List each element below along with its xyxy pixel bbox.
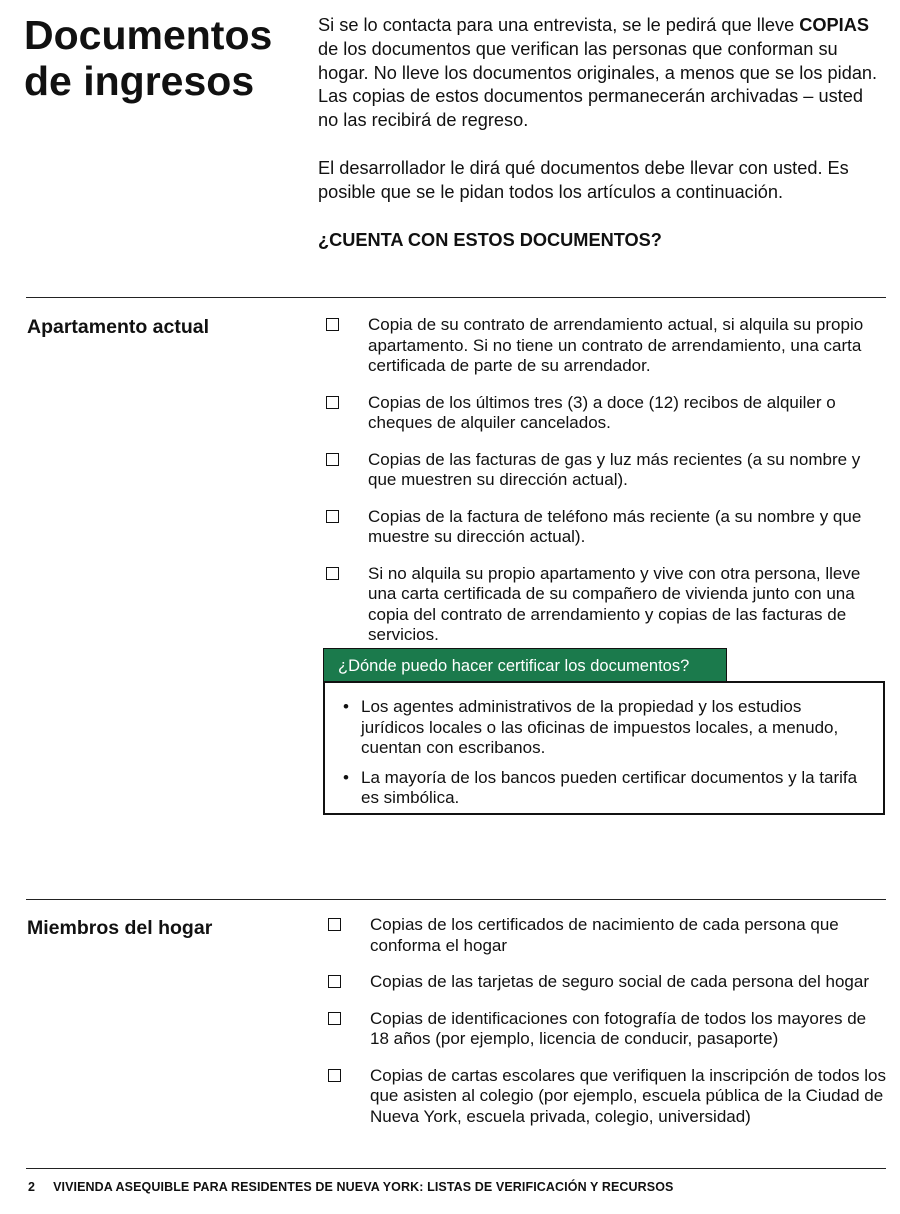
callout-item-text: La mayoría de los bancos pueden certificar documentos y la tarifa es simbólica. <box>361 767 858 807</box>
checklist-miembros <box>328 915 888 1143</box>
checklist-item <box>326 315 886 377</box>
checklist-item <box>328 1066 888 1128</box>
footer-text: VIVIENDA ASEQUIBLE PARA RESIDENTES DE NUEVA YORK: LISTAS DE VERIFICACIÓN Y RECURSOS <box>53 1180 674 1194</box>
checklist-item-text: Copias de las tarjetas de seguro social de cada persona del hogar <box>370 972 869 991</box>
intro-paragraph-1 <box>318 14 878 133</box>
section-divider <box>26 297 886 298</box>
section-title-apartamento: Apartamento actual <box>27 316 210 338</box>
intro-text <box>318 14 878 229</box>
checklist-item-text: Si no alquila su propio apartamento y vive con otra persona, lleve una carta certificada de su compañero de vivienda junto con una copia del contrato de arrendamiento y copias de las facturas de servicios. <box>368 563 861 644</box>
checklist-item <box>328 1009 888 1050</box>
checkbox[interactable] <box>328 1069 341 1082</box>
checklist-item-text: Copias de cartas escolares que verifiquen la inscripción de todos los que asisten al colegio (por ejemplo, escuela pública de la Ciudad de Nueva York, escuela privada, colegio, universidad) <box>370 1065 886 1126</box>
page-title: Documentos de ingresos <box>24 12 273 104</box>
callout-item-text: Los agentes administrativos de la propiedad y los estudios jurídicos locales o las oficinas de impuestos locales, a menudo, cuentan con escribanos. <box>361 697 839 757</box>
bullet-icon: • <box>343 697 349 716</box>
callout-item <box>339 697 863 759</box>
intro-p1-before: Si se lo contacta para una entrevista, se le pedirá que lleve <box>318 15 800 35</box>
page-number: 2 <box>28 1180 36 1194</box>
bullet-icon: • <box>343 767 349 787</box>
callout-title: ¿Dónde puedo hacer certificar los documentos? <box>323 648 727 682</box>
callout-list <box>339 697 863 809</box>
intro-p1-after: de los documentos que verifican las personas que conforman su hogar. No lleve los documentos originales, a menos que se los pidan. Las copias de estos documentos permanecerán archivadas – usted no las recibirá de regreso. <box>318 38 878 131</box>
checklist-item <box>326 393 886 434</box>
checkbox[interactable] <box>326 510 339 523</box>
checkbox[interactable] <box>326 453 339 466</box>
checkbox[interactable] <box>328 1012 341 1025</box>
checklist-item-text: Copias de la factura de teléfono más reciente (a su nombre y que muestre su dirección actual). <box>368 506 862 546</box>
checkbox[interactable] <box>326 396 339 409</box>
checklist-question: ¿CUENTA CON ESTOS DOCUMENTOS? <box>318 230 662 250</box>
checklist-item-text: Copia de su contrato de arrendamiento actual, si alquila su propio apartamento. Si no tiene un contrato de arrendamiento, una carta certificada de parte de su arrendador. <box>368 315 864 375</box>
checklist-apartamento <box>326 315 886 662</box>
checkbox[interactable] <box>328 975 341 988</box>
page-footer <box>28 1180 888 1194</box>
checklist-item-text: Copias de identificaciones con fotografía de todos los mayores de 18 años (por ejemplo, licencia de conducir, pasaporte) <box>370 1008 867 1048</box>
checkbox[interactable] <box>326 318 339 331</box>
checklist-item-text: Copias de los últimos tres (3) a doce (12) recibos de alquiler o cheques de alquiler cancelados. <box>368 392 836 432</box>
callout-box <box>323 681 885 815</box>
callout-item <box>339 768 863 809</box>
checklist-item <box>328 972 888 993</box>
intro-p1-emphasis: COPIAS <box>799 15 869 35</box>
checklist-item <box>326 450 886 491</box>
section-title-miembros: Miembros del hogar <box>27 917 213 939</box>
intro-paragraph-2: El desarrollador le dirá qué documentos debe llevar con usted. Es posible que se le pidan todos los artículos a continuación. <box>318 157 849 202</box>
footer-divider <box>26 1168 886 1169</box>
checklist-item <box>326 507 886 548</box>
checkbox[interactable] <box>326 567 339 580</box>
checklist-item <box>326 564 886 646</box>
section-divider <box>26 899 886 900</box>
checklist-item <box>328 915 888 956</box>
checklist-item-text: Copias de las facturas de gas y luz más recientes (a su nombre y que muestren su dirección actual). <box>368 449 861 489</box>
checklist-item-text: Copias de los certificados de nacimiento de cada persona que conforma el hogar <box>370 915 839 955</box>
checkbox[interactable] <box>328 918 341 931</box>
